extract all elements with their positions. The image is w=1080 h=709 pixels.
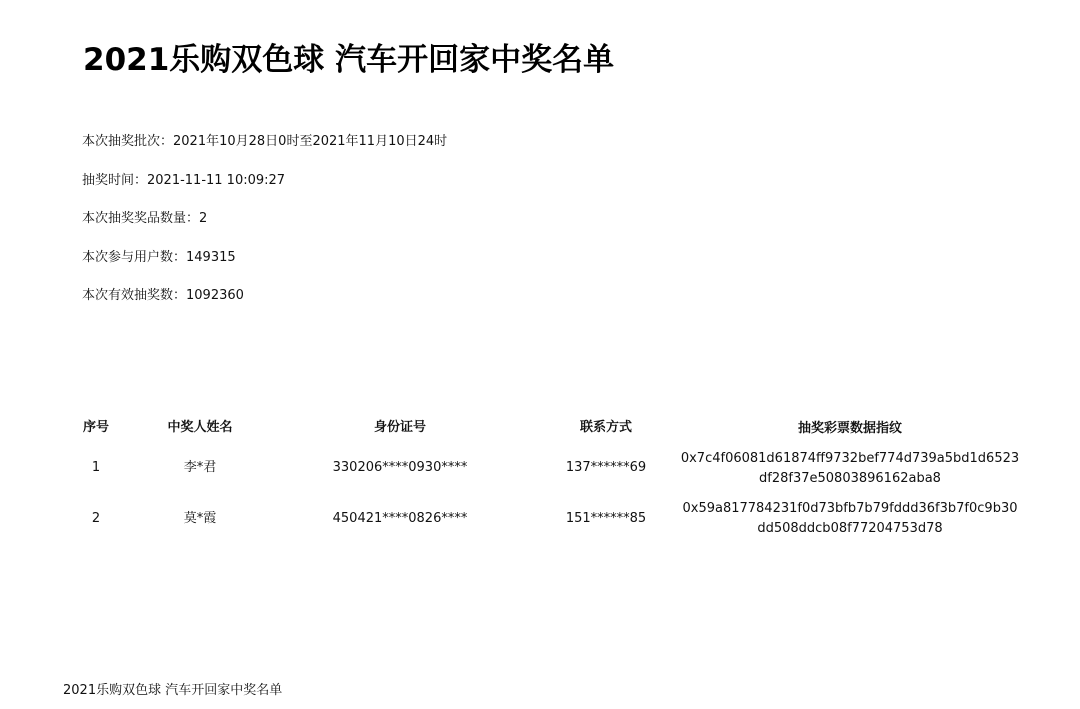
info-draw-time: 抽奖时间：2021-11-11 10:09:27: [82, 173, 286, 188]
info-batch: 本次抽奖批次：2021年10月28日0时至2021年11月10日24时: [82, 134, 448, 149]
row-1-seq: 1: [91, 460, 101, 475]
row-2-fingerprint-line-1: 0x59a817784231f0d73bfb7b79fddd36f3b7f0c9b30: [682, 501, 1018, 516]
row-2-phone: 151******85: [565, 511, 647, 526]
row-2-fingerprint: [680, 499, 1020, 539]
info-participants: 本次参与用户数：149315: [82, 250, 236, 265]
header-phone: 联系方式: [579, 420, 632, 435]
row-1-phone: 137******69: [565, 460, 647, 475]
row-2-seq: 2: [91, 511, 101, 526]
header-name: 中奖人姓名: [167, 420, 233, 435]
row-1-fingerprint: [680, 449, 1020, 489]
page-footer: 2021乐购双色球 汽车开回家中奖名单: [63, 683, 283, 698]
header-seq: 序号: [82, 420, 109, 435]
info-prize-count: 本次抽奖奖品数量：2: [82, 211, 208, 226]
row-1-id: 330206****0930****: [332, 460, 468, 475]
info-valid-draws: 本次有效抽奖数：1092360: [82, 288, 244, 303]
header-id: 身份证号: [373, 420, 426, 435]
row-1-fingerprint-line-1: 0x7c4f06081d61874ff9732bef774d739a5bd1d6523: [680, 451, 1020, 466]
row-2-id: 450421****0826****: [332, 511, 468, 526]
page-title: 2021乐购双色球 汽车开回家中奖名单: [83, 42, 615, 78]
row-1-name: 李*君: [183, 460, 217, 475]
row-1-fingerprint-line-2: df28f37e50803896162aba8: [759, 471, 941, 486]
row-2-name: 莫*霞: [183, 511, 217, 526]
row-2-fingerprint-line-2: dd508ddcb08f77204753d78: [757, 521, 943, 536]
header-fingerprint: 抽奖彩票数据指纹: [797, 421, 902, 436]
